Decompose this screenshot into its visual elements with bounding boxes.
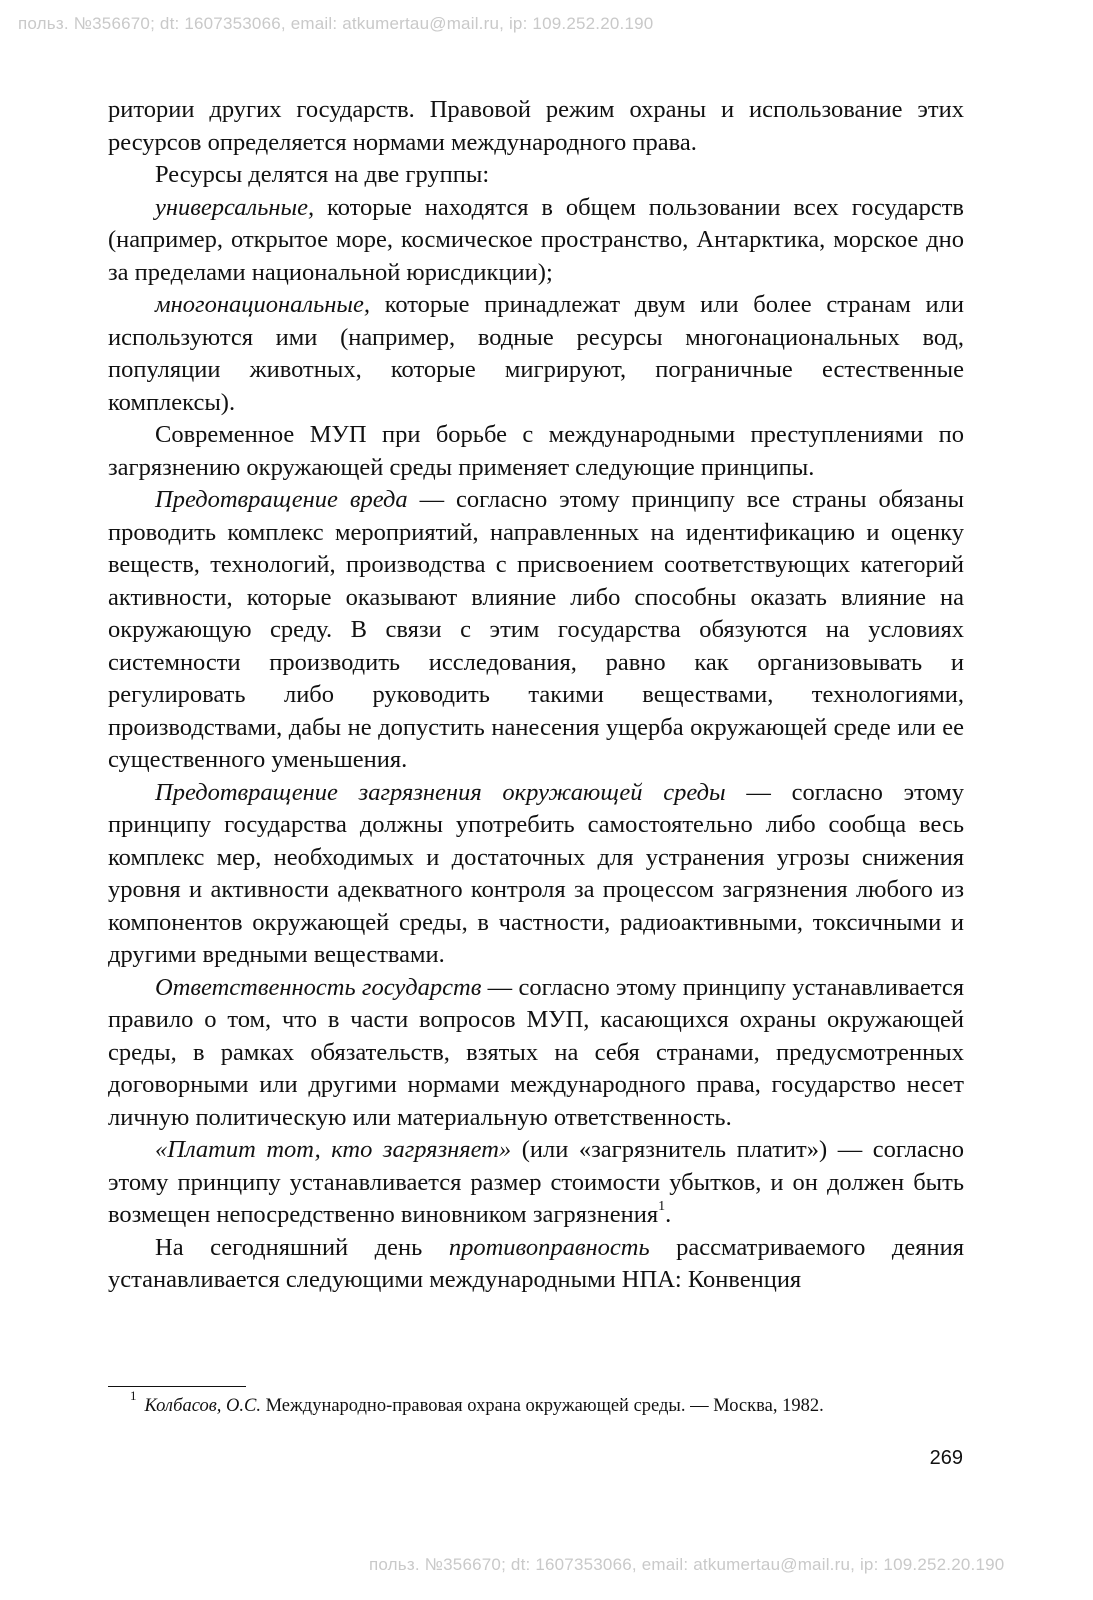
footnote-text: Международно-правовая охрана окружающей среды. — Москва, 1982. <box>260 1396 824 1416</box>
paragraph-6 <box>108 484 964 777</box>
term-state-responsibility: Ответственность государств <box>155 973 482 1001</box>
paragraph-2: Ресурсы делятся на две группы: <box>155 161 490 188</box>
paragraph-9-end: . <box>665 1201 672 1228</box>
paragraph-5: Современное МУП при борьбе с международными преступлениями по загрязнению окружающей среды применяет следующие принципы. <box>108 421 964 481</box>
footnote <box>130 1387 970 1419</box>
term-multinational: многонациональные, <box>155 291 370 318</box>
watermark-bottom: польз. №356670; dt: 1607353066, email: atkumertau@mail.ru, ip: 109.252.20.190 <box>369 1555 1005 1574</box>
paragraph-10 <box>108 1232 964 1297</box>
paragraph-3-text: которые находятся в общем пользовании всех государств (например, открытое море, космическое пространство, Антарктика, морское дно за пределами национальной юрисдикции); <box>108 193 964 286</box>
footnote-divider <box>108 1386 246 1387</box>
footnote-ref[interactable]: 1 <box>658 1198 666 1214</box>
term-universal: универсальные, <box>155 193 315 221</box>
body-text <box>108 94 964 1297</box>
paragraph-9-text: (или «загрязнитель платит») — согласно этому принципу устанавливается размер стоимости убытков, и он должен быть возмещен непосредственно виновником загрязнения <box>108 1136 965 1228</box>
page-number: 269 <box>929 1447 963 1469</box>
term-harm-prevention: Предотвращение вреда <box>155 486 408 513</box>
paragraph-3 <box>108 192 964 290</box>
paragraph-1: ритории других государств. Правовой режим охраны и использование этих ресурсов определяется нормами международного права. <box>108 96 964 156</box>
paragraph-4-text: которые принадлежат двум или более странам или используются ими (например, водные ресурсы многонациональных вод, популяции животных, которые мигрируют, пограничные естественные комплексы). <box>108 291 964 416</box>
paragraph-9 <box>108 1134 964 1232</box>
paragraph-10-text: рассматриваемого деяния устанавливается следующими международными НПА: Конвенция <box>108 1233 964 1293</box>
paragraph-8 <box>108 972 964 1135</box>
footnote-author: Колбасов, О.С. <box>144 1396 261 1416</box>
paragraph-8-text: — согласно этому принципу устанавливается правило о том, что в части вопросов МУП, касающихся охраны окружающей среды, в рамках обязательств, взятых на себя странами, предусмотренных договорными или другими нормами международного права, государство несет личную политическую или материальную ответственность. <box>108 973 964 1131</box>
term-pollution-prevention: Предотвращение загрязнения окружающей среды <box>155 778 726 806</box>
term-polluter-pays: «Платит тот, кто загрязняет» <box>155 1136 512 1163</box>
term-illegality: противоправность <box>448 1233 650 1261</box>
paragraph-4 <box>108 289 964 419</box>
footnote-mark: 1 <box>130 1387 137 1403</box>
paragraph-6-text: — согласно этому принципу все страны обязаны проводить комплекс мероприятий, направленных на идентификацию и оценку веществ, технологий, производства с присвоением соответствующих категорий активности, которые оказывают влияние либо способны оказать влияние на окружающую среду. В связи с этим государства обязуются на условиях системности производить исследования, равно как организовывать и регулировать либо руководить такими веществами, технологиями, производствами, дабы не допустить нанесения ущерба окружающей среде или ее существенного уменьшения. <box>108 486 964 773</box>
paragraph-10-lead: На сегодняшний день <box>155 1233 449 1261</box>
paragraph-7-text: — согласно этому принципу государства должны употребить самостоятельно либо сообща весь комплекс мер, необходимых и достаточных для устранения угрозы снижения уровня и активности адекватного контроля за процессом загрязнения любого из компонентов окружающей среды, в частности, радиоактивными, токсичными и другими вредными веществами. <box>108 778 965 968</box>
watermark-top: польз. №356670; dt: 1607353066, email: atkumertau@mail.ru, ip: 109.252.20.190 <box>18 14 654 33</box>
paragraph-7 <box>108 777 964 972</box>
